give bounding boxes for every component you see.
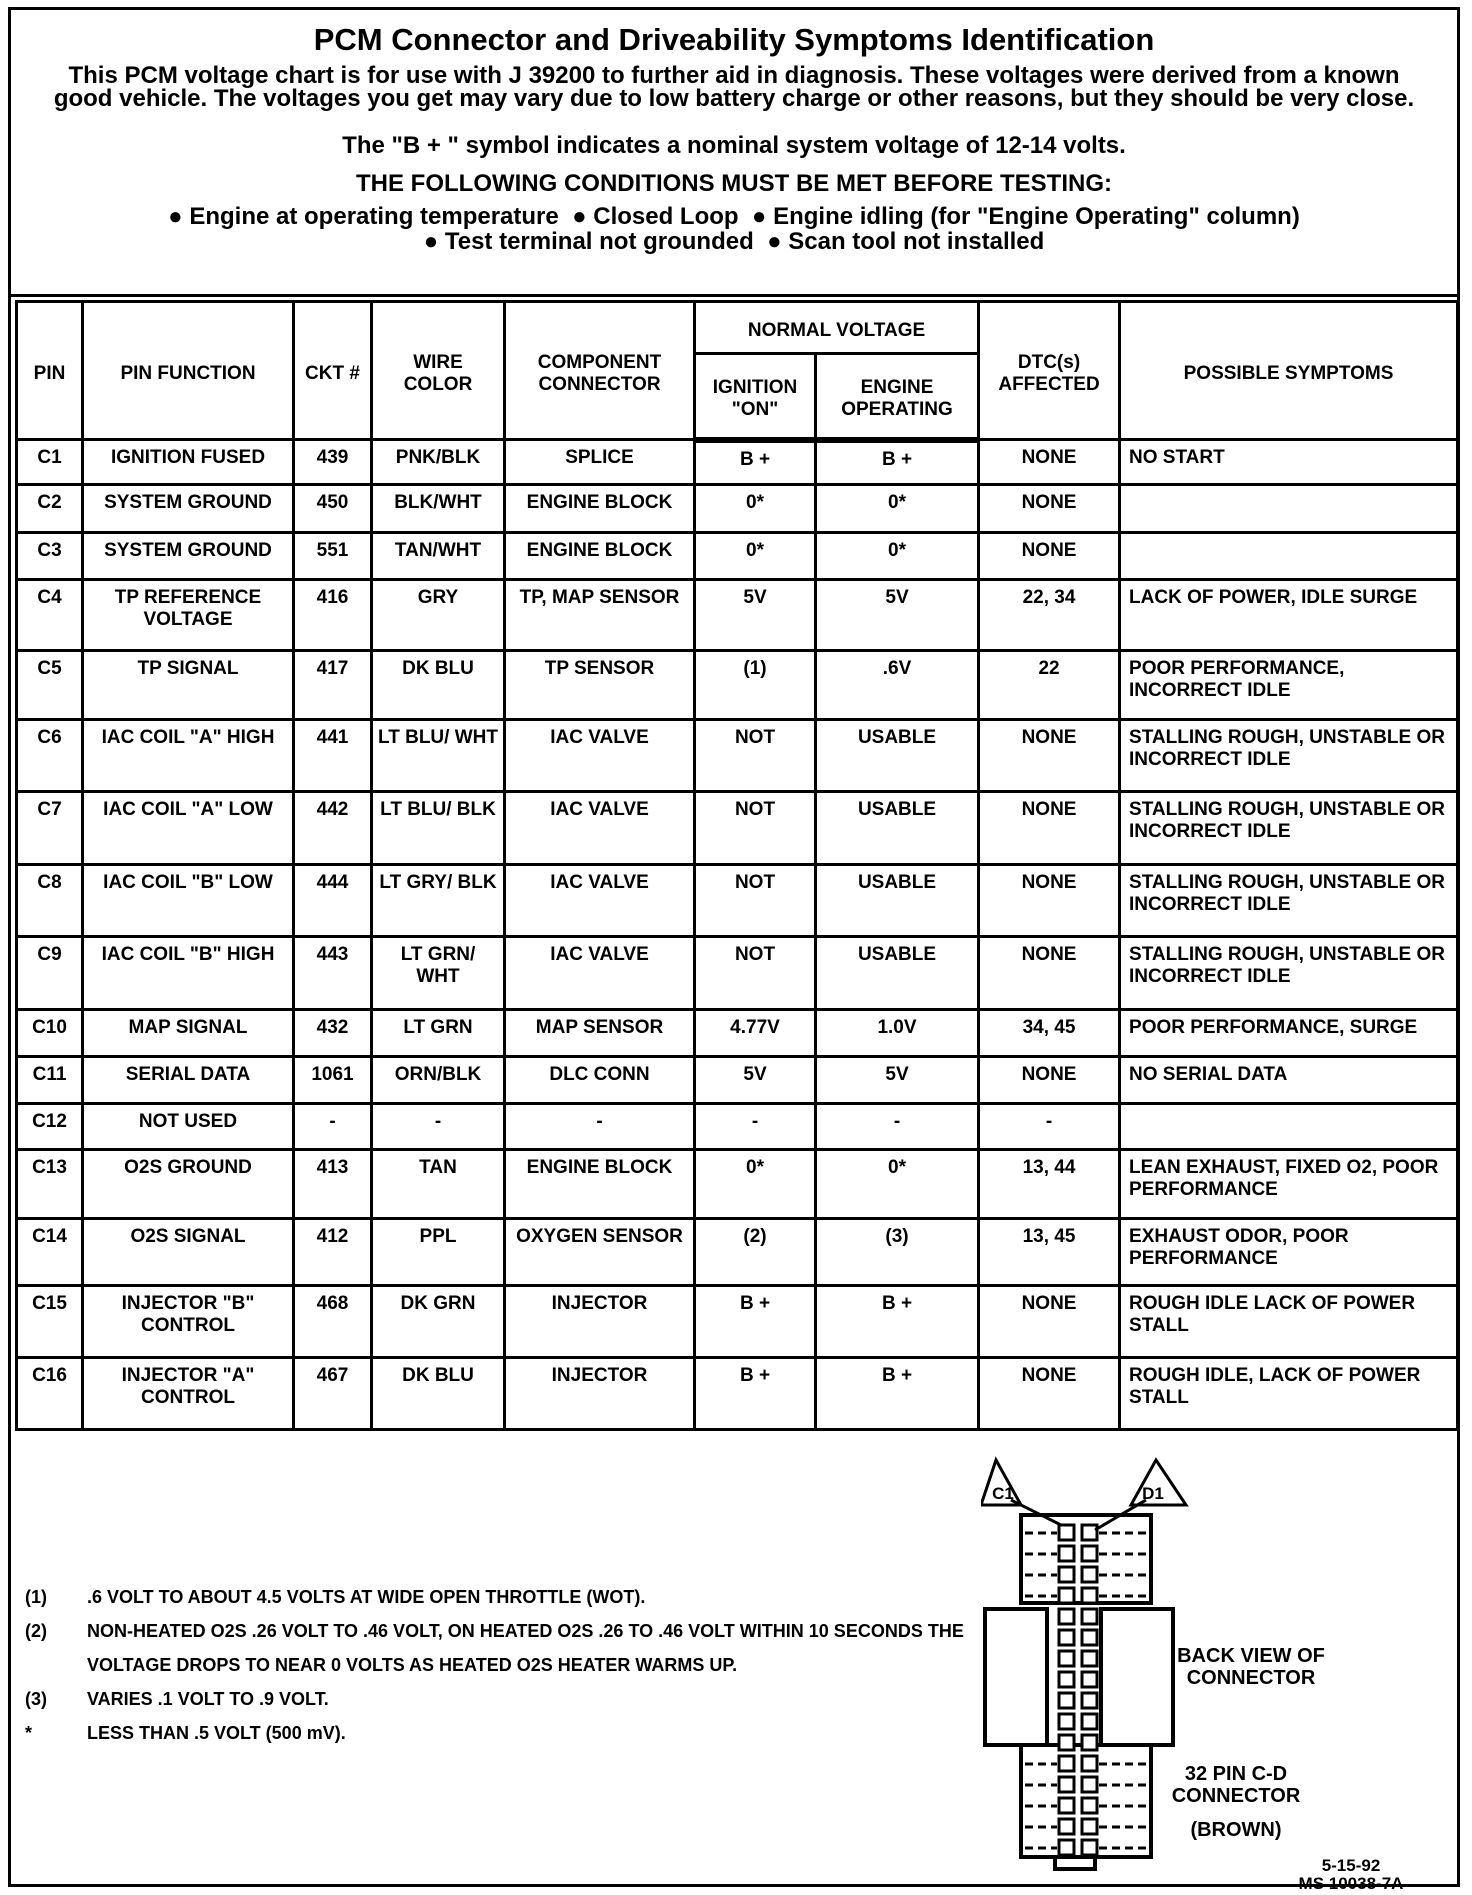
header-function: PIN FUNCTION — [83, 302, 294, 440]
connector-left-latch — [985, 1609, 1047, 1745]
cell-ckt: - — [294, 1104, 372, 1150]
cell-pin: C1 — [17, 440, 83, 485]
cell-wire: LT GRY/ BLK — [372, 865, 505, 937]
cell-ign: 5V — [695, 580, 816, 651]
pin-cavity — [1059, 1567, 1074, 1582]
cell-component: IAC VALVE — [505, 865, 695, 937]
pin-cavity — [1082, 1567, 1097, 1582]
pin-cavity — [1059, 1525, 1074, 1540]
cell-function: MAP SIGNAL — [83, 1010, 294, 1057]
table-row — [17, 533, 1458, 580]
cell-symptoms — [1120, 533, 1458, 580]
cell-eng: .6V — [816, 651, 979, 720]
table-row — [17, 792, 1458, 865]
cell-ign: NOT — [695, 792, 816, 865]
cell-wire: DK BLU — [372, 1358, 505, 1430]
cell-ckt: 551 — [294, 533, 372, 580]
intro-text: This PCM voltage chart is for use with J 39200 to further aid in diagnosis. These voltages were derived from a known good vehicle. The voltages you get may vary due to low battery charge or other reasons, but they should be very close. — [53, 62, 1415, 112]
cell-pin: C5 — [17, 651, 83, 720]
cell-function: IAC COIL "B" HIGH — [83, 937, 294, 1010]
cell-wire: BLK/WHT — [372, 485, 505, 533]
cell-function: O2S GROUND — [83, 1150, 294, 1219]
pin-cavity — [1059, 1714, 1074, 1729]
cell-ckt: 444 — [294, 865, 372, 937]
cell-function: IGNITION FUSED — [83, 440, 294, 485]
cell-ign: (2) — [695, 1219, 816, 1286]
pin-cavity — [1082, 1756, 1097, 1771]
cell-component: IAC VALVE — [505, 720, 695, 792]
cell-ign: B + — [695, 440, 816, 485]
table-row — [17, 1010, 1458, 1057]
cell-ckt: 442 — [294, 792, 372, 865]
connector-right-latch — [1101, 1609, 1173, 1745]
cell-symptoms: STALLING ROUGH, UNSTABLE OR INCORRECT IDLE — [1120, 865, 1458, 937]
cell-function: IAC COIL "A" LOW — [83, 792, 294, 865]
pin-cavity — [1082, 1588, 1097, 1603]
cell-component: TP, MAP SENSOR — [505, 580, 695, 651]
table-row — [17, 1150, 1458, 1219]
cell-component: INJECTOR — [505, 1358, 695, 1430]
cell-component: OXYGEN SENSOR — [505, 1219, 695, 1286]
header-wire: WIRE COLOR — [372, 302, 505, 440]
footnotes — [25, 1580, 985, 1750]
cell-dtc: NONE — [979, 485, 1120, 533]
cell-function: IAC COIL "A" HIGH — [83, 720, 294, 792]
pin-cavity — [1059, 1693, 1074, 1708]
header-engine-operating: ENGINE OPERATING — [816, 354, 979, 440]
cell-dtc: NONE — [979, 440, 1120, 485]
header-dtc: DTC(s) AFFECTED — [979, 302, 1120, 440]
table-row — [17, 1286, 1458, 1358]
cell-ckt: 441 — [294, 720, 372, 792]
cell-eng: 0* — [816, 1150, 979, 1219]
pin-cavity — [1059, 1588, 1074, 1603]
header-ckt: CKT # — [294, 302, 372, 440]
cell-component: TP SENSOR — [505, 651, 695, 720]
cell-pin: C14 — [17, 1219, 83, 1286]
footnote-text: NON-HEATED O2S .26 VOLT TO .46 VOLT, ON HEATED O2S .26 TO .46 VOLT WITHIN 10 SECONDS THE VOLTAGE DROPS TO NEAR 0 VOLTS AS HEATED O2S HEATER WARMS UP. — [87, 1621, 964, 1675]
cell-pin: C16 — [17, 1358, 83, 1430]
cell-ckt: 443 — [294, 937, 372, 1010]
cell-pin: C10 — [17, 1010, 83, 1057]
pin-cavity — [1082, 1651, 1097, 1666]
cell-component: - — [505, 1104, 695, 1150]
cell-eng: 5V — [816, 580, 979, 651]
conditions-list: ● Engine at operating temperature ● Closed Loop ● Engine idling (for "Engine Operating" column) ● Test terminal not grounded ● Scan tool not installed — [168, 203, 1300, 255]
cell-ckt: 432 — [294, 1010, 372, 1057]
cell-component: ENGINE BLOCK — [505, 1150, 695, 1219]
table-row — [17, 440, 1458, 485]
cell-symptoms: LACK OF POWER, IDLE SURGE — [1120, 580, 1458, 651]
bplus-note: The "B + " symbol indicates a nominal system voltage of 12-14 volts. — [342, 132, 1126, 159]
cell-symptoms — [1120, 485, 1458, 533]
cell-wire: LT BLU/ BLK — [372, 792, 505, 865]
cell-component: MAP SENSOR — [505, 1010, 695, 1057]
cell-dtc: 22, 34 — [979, 580, 1120, 651]
cell-ckt: 412 — [294, 1219, 372, 1286]
pin-cavity — [1059, 1798, 1074, 1813]
pin-cavity — [1059, 1777, 1074, 1792]
cell-symptoms: POOR PERFORMANCE, INCORRECT IDLE — [1120, 651, 1458, 720]
footnote-key: (1) — [25, 1587, 47, 1607]
header-component: COMPONENT CONNECTOR — [505, 302, 695, 440]
pin-cavity — [1082, 1672, 1097, 1687]
footnote — [25, 1716, 985, 1750]
cell-function: INJECTOR "A" CONTROL — [83, 1358, 294, 1430]
footnote — [25, 1682, 985, 1716]
pin-cavity — [1082, 1777, 1097, 1792]
cell-ign: 4.77V — [695, 1010, 816, 1057]
pin-cavity — [1082, 1525, 1097, 1540]
pin-cavity — [1059, 1756, 1074, 1771]
cell-pin: C6 — [17, 720, 83, 792]
cell-wire: TAN/WHT — [372, 533, 505, 580]
header-symptoms: POSSIBLE SYMPTOMS — [1120, 302, 1458, 440]
pin-cavity — [1082, 1798, 1097, 1813]
cell-ign: NOT — [695, 937, 816, 1010]
cell-eng: 0* — [816, 485, 979, 533]
cell-dtc: 13, 45 — [979, 1219, 1120, 1286]
cell-pin: C4 — [17, 580, 83, 651]
cell-symptoms: POOR PERFORMANCE, SURGE — [1120, 1010, 1458, 1057]
pin-cavity — [1059, 1546, 1074, 1561]
cell-eng: - — [816, 1104, 979, 1150]
footnote-text: LESS THAN .5 VOLT (500 mV). — [87, 1723, 346, 1743]
cell-function: SERIAL DATA — [83, 1057, 294, 1104]
pin-cavity — [1082, 1693, 1097, 1708]
cell-symptoms: LEAN EXHAUST, FIXED O2, POOR PERFORMANCE — [1120, 1150, 1458, 1219]
cell-function: INJECTOR "B" CONTROL — [83, 1286, 294, 1358]
cell-eng: 5V — [816, 1057, 979, 1104]
cell-symptoms: NO START — [1120, 440, 1458, 485]
cell-component: ENGINE BLOCK — [505, 533, 695, 580]
pin-cavity — [1082, 1546, 1097, 1561]
cell-eng: USABLE — [816, 792, 979, 865]
cell-eng: USABLE — [816, 720, 979, 792]
cell-eng: USABLE — [816, 865, 979, 937]
cell-component: SPLICE — [505, 440, 695, 485]
cell-component: ENGINE BLOCK — [505, 485, 695, 533]
cell-component: IAC VALVE — [505, 937, 695, 1010]
pin-cavity — [1082, 1840, 1097, 1855]
pin-cavity — [1082, 1609, 1097, 1624]
header-ignition-on: IGNITION "ON" — [695, 354, 816, 440]
cell-wire: PPL — [372, 1219, 505, 1286]
cell-pin: C9 — [17, 937, 83, 1010]
cell-ign: - — [695, 1104, 816, 1150]
cell-symptoms: STALLING ROUGH, UNSTABLE OR INCORRECT IDLE — [1120, 937, 1458, 1010]
footnote — [25, 1580, 985, 1614]
pin-cavity — [1059, 1819, 1074, 1834]
cell-ign: B + — [695, 1358, 816, 1430]
pin-cavity — [1082, 1735, 1097, 1750]
pin-c1-marker: C1 — [992, 1484, 1014, 1503]
cell-wire: LT BLU/ WHT — [372, 720, 505, 792]
cell-ign: NOT — [695, 720, 816, 792]
header-section — [11, 10, 1457, 297]
cell-dtc: 13, 44 — [979, 1150, 1120, 1219]
cell-symptoms: NO SERIAL DATA — [1120, 1057, 1458, 1104]
condition: Scan tool not installed — [788, 228, 1045, 255]
cell-dtc: NONE — [979, 1286, 1120, 1358]
cell-symptoms: STALLING ROUGH, UNSTABLE OR INCORRECT IDLE — [1120, 720, 1458, 792]
cell-pin: C8 — [17, 865, 83, 937]
cell-dtc: NONE — [979, 792, 1120, 865]
header-pin: PIN — [17, 302, 83, 440]
cell-wire: DK GRN — [372, 1286, 505, 1358]
cell-dtc: NONE — [979, 865, 1120, 937]
cell-eng: 1.0V — [816, 1010, 979, 1057]
cell-eng: (3) — [816, 1219, 979, 1286]
cell-symptoms: EXHAUST ODOR, POOR PERFORMANCE — [1120, 1219, 1458, 1286]
cell-pin: C15 — [17, 1286, 83, 1358]
table-row — [17, 485, 1458, 533]
table-row — [17, 720, 1458, 792]
condition: Engine idling (for "Engine Operating" column) — [773, 203, 1300, 230]
pin-cavity — [1082, 1630, 1097, 1645]
cell-pin: C13 — [17, 1150, 83, 1219]
cell-symptoms: ROUGH IDLE LACK OF POWER STALL — [1120, 1286, 1458, 1358]
pin-table — [15, 300, 1459, 1431]
cell-ign: 0* — [695, 485, 816, 533]
cell-component: INJECTOR — [505, 1286, 695, 1358]
cell-pin: C3 — [17, 533, 83, 580]
cell-ign: B + — [695, 1286, 816, 1358]
cell-wire: ORN/BLK — [372, 1057, 505, 1104]
header-normal-voltage: NORMAL VOLTAGE — [695, 302, 979, 354]
pin-cavity — [1059, 1840, 1074, 1855]
connector-diagram — [981, 1445, 1461, 1895]
cell-dtc: 22 — [979, 651, 1120, 720]
cell-wire: DK BLU — [372, 651, 505, 720]
cell-ign: 0* — [695, 1150, 816, 1219]
pin-d1-marker: D1 — [1142, 1484, 1164, 1503]
page-title: PCM Connector and Driveability Symptoms Identification — [313, 22, 1155, 57]
cell-dtc: 34, 45 — [979, 1010, 1120, 1057]
cell-wire: TAN — [372, 1150, 505, 1219]
cell-dtc: NONE — [979, 1057, 1120, 1104]
connector-label: 32 PIN C-D CONNECTOR — [1171, 1763, 1301, 1807]
cell-ckt: 467 — [294, 1358, 372, 1430]
cell-function: NOT USED — [83, 1104, 294, 1150]
cell-symptoms: ROUGH IDLE, LACK OF POWER STALL — [1120, 1358, 1458, 1430]
connector-color: (BROWN) — [1190, 1819, 1282, 1841]
cell-ckt: 439 — [294, 440, 372, 485]
cell-function: TP SIGNAL — [83, 651, 294, 720]
cell-function: TP REFERENCE VOLTAGE — [83, 580, 294, 651]
conditions-title: THE FOLLOWING CONDITIONS MUST BE MET BEFORE TESTING: — [356, 170, 1112, 197]
cell-eng: B + — [816, 1286, 979, 1358]
footnote — [25, 1614, 985, 1682]
cell-function: SYSTEM GROUND — [83, 485, 294, 533]
cell-pin: C12 — [17, 1104, 83, 1150]
cell-dtc: NONE — [979, 1358, 1120, 1430]
footnote-key: * — [25, 1723, 33, 1743]
cell-dtc: NONE — [979, 937, 1120, 1010]
pin-cavity — [1059, 1609, 1074, 1624]
cell-eng: B + — [816, 1358, 979, 1430]
pin-cavity — [1059, 1672, 1074, 1687]
footnote-key: (2) — [25, 1621, 47, 1641]
footnote-text: .6 VOLT TO ABOUT 4.5 VOLTS AT WIDE OPEN THROTTLE (WOT). — [87, 1587, 646, 1607]
cell-ign: (1) — [695, 651, 816, 720]
cell-symptoms: STALLING ROUGH, UNSTABLE OR INCORRECT IDLE — [1120, 792, 1458, 865]
condition: Test terminal not grounded — [444, 228, 754, 255]
table-row — [17, 580, 1458, 651]
cell-wire: PNK/BLK — [372, 440, 505, 485]
table-row — [17, 865, 1458, 937]
table-row — [17, 937, 1458, 1010]
cell-wire: GRY — [372, 580, 505, 651]
pin-cavity — [1082, 1819, 1097, 1834]
cell-component: IAC VALVE — [505, 792, 695, 865]
cell-wire: LT GRN/ WHT — [372, 937, 505, 1010]
cell-wire: LT GRN — [372, 1010, 505, 1057]
document-frame — [8, 7, 1460, 1893]
cell-ckt: 416 — [294, 580, 372, 651]
condition: Engine at operating temperature — [189, 203, 559, 230]
cell-dtc: NONE — [979, 720, 1120, 792]
condition: Closed Loop — [593, 203, 739, 230]
table-row — [17, 1358, 1458, 1430]
cell-ign: 5V — [695, 1057, 816, 1104]
cell-ckt: 450 — [294, 485, 372, 533]
cell-eng: 0* — [816, 533, 979, 580]
cell-ign: NOT — [695, 865, 816, 937]
cell-component: DLC CONN — [505, 1057, 695, 1104]
cell-ign: 0* — [695, 533, 816, 580]
table-row — [17, 1057, 1458, 1104]
cell-pin: C11 — [17, 1057, 83, 1104]
cell-function: O2S SIGNAL — [83, 1219, 294, 1286]
cell-wire: - — [372, 1104, 505, 1150]
cell-eng: B + — [816, 440, 979, 485]
table-row — [17, 1104, 1458, 1150]
cell-symptoms — [1120, 1104, 1458, 1150]
cell-ckt: 1061 — [294, 1057, 372, 1104]
back-view-label: BACK VIEW OF CONNECTOR — [1177, 1645, 1325, 1689]
pin-cavity — [1059, 1651, 1074, 1666]
footnote-text: VARIES .1 VOLT TO .9 VOLT. — [87, 1689, 329, 1709]
pin-cavity — [1082, 1714, 1097, 1729]
cell-eng: USABLE — [816, 937, 979, 1010]
doc-id: MS 10038-7A — [1298, 1874, 1404, 1893]
connector-tab — [1055, 1857, 1095, 1869]
cell-ckt: 468 — [294, 1286, 372, 1358]
cell-pin: C2 — [17, 485, 83, 533]
table-row — [17, 1219, 1458, 1286]
cell-ckt: 413 — [294, 1150, 372, 1219]
footnote-key: (3) — [25, 1689, 47, 1709]
pin-cavity — [1059, 1735, 1074, 1750]
doc-reference — [1281, 1857, 1421, 1893]
pin-cavity — [1059, 1630, 1074, 1645]
doc-date: 5-15-92 — [1321, 1856, 1381, 1875]
cell-pin: C7 — [17, 792, 83, 865]
table-row — [17, 651, 1458, 720]
cell-function: IAC COIL "B" LOW — [83, 865, 294, 937]
cell-ckt: 417 — [294, 651, 372, 720]
cell-dtc: NONE — [979, 533, 1120, 580]
cell-dtc: - — [979, 1104, 1120, 1150]
cell-function: SYSTEM GROUND — [83, 533, 294, 580]
